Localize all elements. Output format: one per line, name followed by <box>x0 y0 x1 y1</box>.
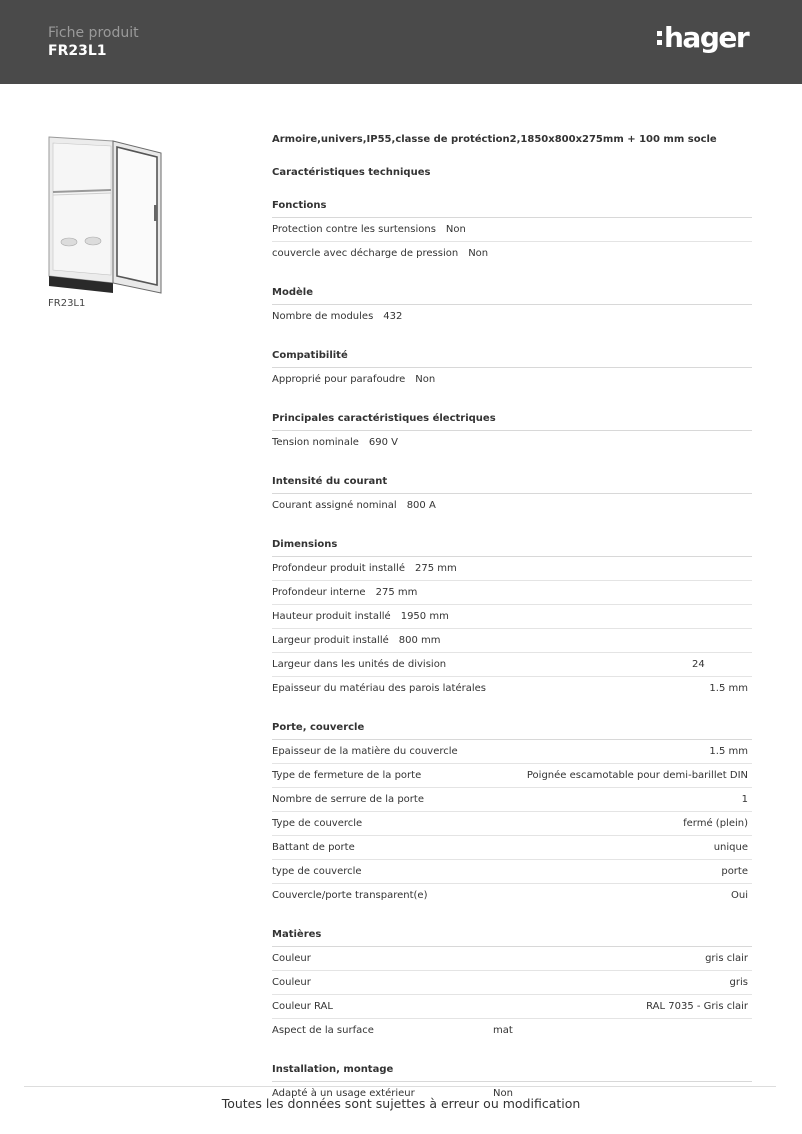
spec-label: Nombre de serrure de la porte <box>272 794 424 805</box>
spec-label: Couleur <box>272 953 311 964</box>
spec-label: Couvercle/porte transparent(e) <box>272 890 428 901</box>
section-title: Intensité du courant <box>272 476 752 494</box>
spec-row <box>272 836 752 860</box>
section-compatibilite <box>272 350 752 391</box>
spec-row <box>272 494 752 517</box>
spec-value: porte <box>721 866 748 877</box>
spec-label: Type de fermeture de la porte <box>272 770 422 781</box>
spec-label: Tension nominale <box>272 437 359 448</box>
spec-value: Non <box>445 224 466 235</box>
section-title: Modèle <box>272 287 752 305</box>
spec-value: Non <box>415 374 436 385</box>
spec-row <box>272 860 752 884</box>
spec-value: 24 <box>692 659 705 670</box>
spec-row <box>272 218 752 242</box>
spec-row <box>272 995 752 1019</box>
spec-label: Battant de porte <box>272 842 355 853</box>
spec-value: 690 V <box>368 437 399 448</box>
spec-value: 432 <box>383 311 403 322</box>
spec-value: 1 <box>741 794 748 805</box>
spec-row <box>272 605 752 629</box>
spec-label: Profondeur interne <box>272 587 366 598</box>
section-porte-couvercle <box>272 722 752 907</box>
spec-row <box>272 653 752 677</box>
spec-row <box>272 740 752 764</box>
section-title: Porte, couvercle <box>272 722 752 740</box>
technical-characteristics-heading: Caractéristiques techniques <box>272 167 431 178</box>
section-title: Installation, montage <box>272 1064 752 1082</box>
spec-label: Epaisseur du matériau des parois latérales <box>272 683 487 694</box>
spec-label: Protection contre les surtensions <box>272 224 436 235</box>
logo-text: hager <box>664 21 749 54</box>
logo-dots-icon <box>657 31 662 45</box>
section-title: Compatibilité <box>272 350 752 368</box>
spec-label: Adapté à un usage extérieur <box>272 1088 415 1099</box>
spec-row <box>272 677 752 700</box>
section-electriques <box>272 413 752 454</box>
section-modele <box>272 287 752 328</box>
spec-row <box>272 305 752 328</box>
spec-row <box>272 581 752 605</box>
section-title: Dimensions <box>272 539 752 557</box>
enclosure-cabinet-image <box>47 135 162 295</box>
footer-disclaimer: Toutes les données sont sujettes à erreur ou modification <box>221 1096 581 1111</box>
spec-row <box>272 812 752 836</box>
spec-value: Non <box>493 1088 513 1099</box>
spec-label: Couleur RAL <box>272 1001 333 1012</box>
section-title: Fonctions <box>272 200 752 218</box>
spec-value: 1.5 mm <box>709 683 748 694</box>
spec-row <box>272 947 752 971</box>
spec-value: RAL 7035 - Gris clair <box>646 1001 748 1012</box>
spec-row <box>272 629 752 653</box>
spec-label: Type de couvercle <box>272 818 363 829</box>
spec-label: Hauteur produit installé <box>272 611 391 622</box>
spec-label: Aspect de la surface <box>272 1025 374 1036</box>
product-image-caption: FR23L1 <box>48 298 86 309</box>
spec-label: couvercle avec décharge de pression <box>272 248 459 259</box>
section-matieres <box>272 929 752 1042</box>
header-subtitle: Fiche produit <box>48 25 139 41</box>
section-title: Principales caractéristiques électriques <box>272 413 752 431</box>
spec-label: Profondeur produit installé <box>272 563 405 574</box>
spec-row <box>272 242 752 265</box>
footer-divider <box>24 1086 776 1087</box>
spec-value: 1950 mm <box>400 611 449 622</box>
section-intensite <box>272 476 752 517</box>
spec-label: Epaisseur de la matière du couvercle <box>272 746 458 757</box>
spec-row <box>272 788 752 812</box>
spec-value: 800 mm <box>398 635 441 646</box>
spec-value: 1.5 mm <box>709 746 748 757</box>
spec-value: 275 mm <box>375 587 418 598</box>
product-details <box>272 128 752 1105</box>
spec-label: Largeur produit installé <box>272 635 389 646</box>
section-dimensions <box>272 539 752 700</box>
spec-value: Poignée escamotable pour demi-barillet DIN <box>526 770 748 781</box>
spec-row <box>272 557 752 581</box>
spec-row <box>272 368 752 391</box>
spec-value: unique <box>713 842 748 853</box>
spec-value: gris clair <box>705 953 748 964</box>
section-title: Matières <box>272 929 752 947</box>
spec-label: Approprié pour parafoudre <box>272 374 406 385</box>
spec-label: type de couvercle <box>272 866 362 877</box>
spec-label: Courant assigné nominal <box>272 500 397 511</box>
spec-value: fermé (plein) <box>683 818 748 829</box>
spec-row <box>272 764 752 788</box>
spec-label: Couleur <box>272 977 311 988</box>
spec-value: 800 A <box>406 500 436 511</box>
spec-value: gris <box>729 977 748 988</box>
spec-label: Nombre de modules <box>272 311 374 322</box>
section-fonctions <box>272 200 752 265</box>
spec-row <box>272 884 752 907</box>
spec-row <box>272 431 752 454</box>
spec-row <box>272 1019 752 1042</box>
header-title: FR23L1 <box>48 43 107 59</box>
spec-label: Largeur dans les unités de division <box>272 659 447 670</box>
spec-value: Oui <box>731 890 748 901</box>
spec-value: mat <box>493 1025 513 1036</box>
hager-logo <box>657 22 748 54</box>
spec-value: 275 mm <box>414 563 457 574</box>
spec-row <box>272 971 752 995</box>
page-header <box>0 0 802 84</box>
spec-value: Non <box>468 248 489 259</box>
product-description: Armoire,univers,IP55,classe de protéction2,1850x800x275mm + 100 mm socle <box>272 134 717 145</box>
